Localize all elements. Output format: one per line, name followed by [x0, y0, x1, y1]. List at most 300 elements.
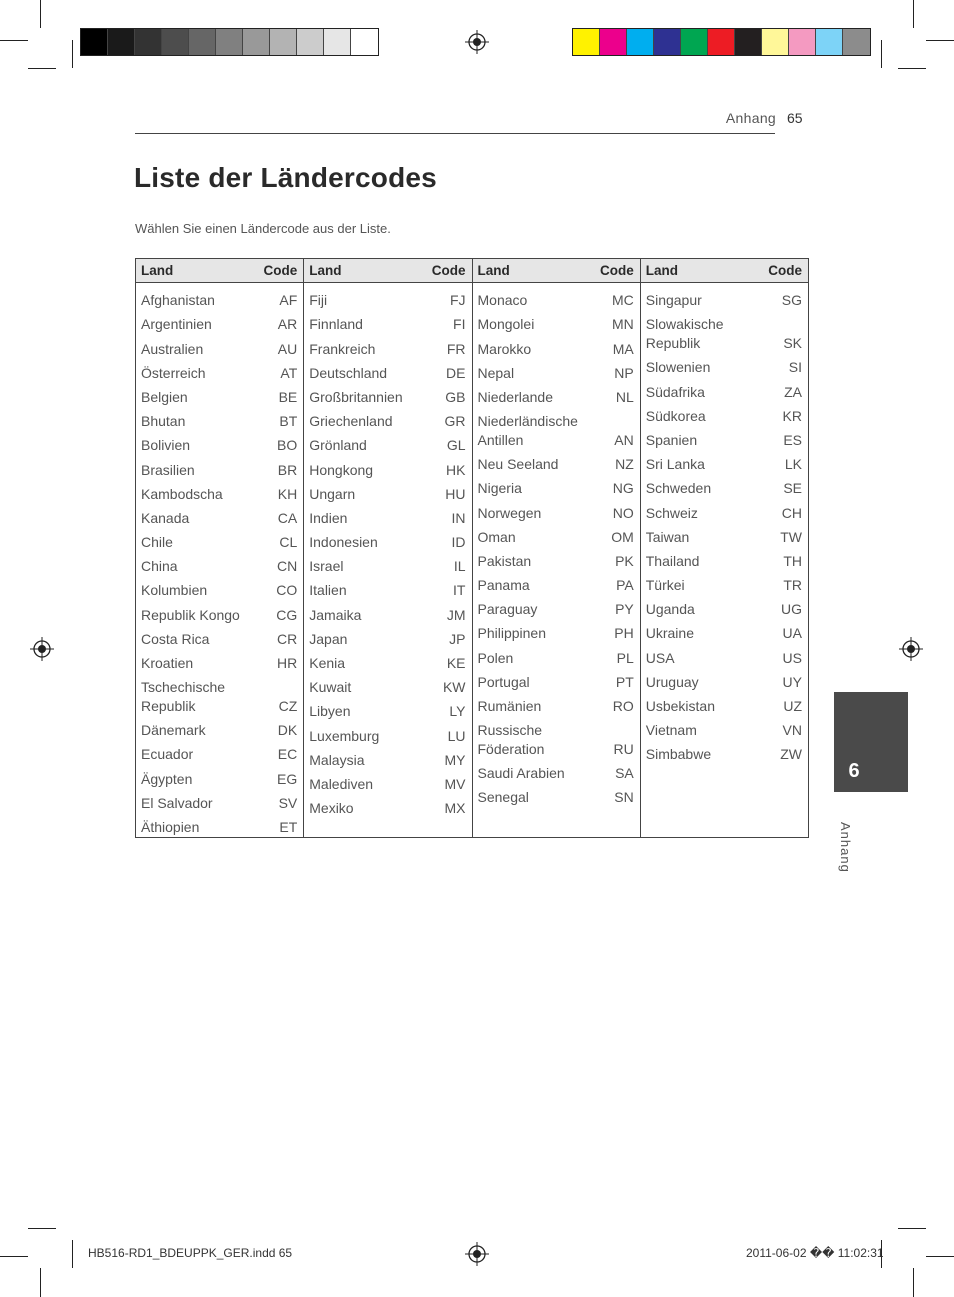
country-name: Oman [477, 528, 516, 545]
color-swatch [654, 29, 681, 55]
country-name: Ägypten [141, 770, 193, 787]
table-row [309, 334, 465, 358]
page-subtitle: Wählen Sie einen Ländercode aus der Liste. [135, 221, 391, 236]
table-row [478, 619, 634, 643]
registration-mark-icon [465, 30, 489, 54]
table-row [309, 552, 465, 576]
footer-timestamp: 2011-06-02 �� 11:02:31 [746, 1246, 884, 1260]
table-row [309, 673, 465, 697]
color-swatch [600, 29, 627, 55]
country-name: Norwegen [477, 504, 542, 521]
table-row [478, 692, 634, 716]
country-code: AR [277, 316, 298, 333]
country-name: Vietnam [645, 722, 697, 739]
registration-mark-icon [465, 1242, 489, 1266]
country-code: CZ [278, 698, 298, 714]
country-code: TW [780, 528, 802, 545]
table-row [141, 673, 297, 716]
country-name: Uruguay [645, 673, 699, 690]
table-row [309, 576, 465, 600]
country-code: PT [615, 673, 634, 690]
color-swatch [108, 29, 135, 55]
table-row [141, 600, 297, 624]
table-row [309, 383, 465, 407]
country-name: Tschechische Republik [141, 679, 226, 714]
country-code: RO [612, 698, 634, 714]
table-row [309, 697, 465, 721]
header-land: Land [645, 263, 678, 278]
header-section-title: Anhang [725, 110, 776, 126]
country-name: Südkorea [645, 407, 706, 424]
country-code: KH [277, 485, 298, 502]
chapter-number: 6 [848, 760, 860, 782]
country-name: Brasilien [141, 461, 195, 478]
country-code: NG [612, 480, 634, 497]
country-code: LK [784, 456, 802, 473]
country-name: Portugal [477, 673, 530, 690]
country-code: NP [614, 364, 634, 381]
color-swatch [270, 29, 297, 55]
header-land: Land [477, 263, 510, 278]
table-row [141, 528, 297, 552]
table-row [478, 383, 634, 407]
table-row [309, 528, 465, 552]
country-name: Nepal [477, 364, 515, 381]
table-row [478, 359, 634, 383]
grayscale-calibration-bar [80, 28, 379, 56]
color-swatch [681, 29, 708, 55]
country-name: Türkei [645, 577, 685, 594]
country-code: NZ [615, 456, 634, 473]
country-code: CG [276, 606, 298, 623]
color-swatch [324, 29, 351, 55]
table-row [309, 310, 465, 334]
crop-mark [0, 40, 28, 41]
table-header [304, 259, 471, 283]
table-row [141, 764, 297, 788]
country-name: Österreich [141, 364, 206, 381]
color-calibration-bar [572, 28, 871, 56]
color-swatch [135, 29, 162, 55]
header-land: Land [141, 263, 174, 278]
table-row [478, 310, 634, 334]
country-name: Kolumbien [141, 582, 208, 599]
country-code: UY [782, 673, 802, 690]
table-row [141, 649, 297, 673]
country-code: TR [783, 577, 802, 594]
country-name: Mongolei [477, 316, 535, 333]
country-name: Israel [309, 558, 344, 575]
country-name: Argentinien [141, 316, 212, 333]
table-row [646, 377, 802, 401]
country-name: Finnland [309, 316, 363, 333]
country-name: Dänemark [141, 722, 206, 739]
color-swatch [843, 29, 870, 55]
country-name: Senegal [477, 789, 529, 806]
country-name: Slowenien [645, 359, 711, 376]
country-code-table [135, 258, 809, 838]
color-swatch [789, 29, 816, 55]
table-row [646, 498, 802, 522]
country-code: CL [279, 534, 298, 551]
table-column-body [641, 283, 808, 764]
table-row [309, 455, 465, 479]
country-name: Großbritannien [309, 388, 403, 405]
country-name: Russische Föderation [477, 722, 545, 757]
table-column-body [473, 283, 640, 807]
country-code: FR [446, 340, 466, 357]
country-code: BE [278, 388, 298, 405]
table-row [309, 721, 465, 745]
country-code: IT [453, 582, 466, 599]
country-name: Slowakische Republik [645, 316, 724, 352]
table-row [478, 595, 634, 619]
country-name: Taiwan [645, 528, 690, 545]
table-row [478, 571, 634, 595]
crop-mark [72, 1240, 73, 1268]
country-code: NL [615, 388, 634, 405]
country-name: Bhutan [141, 413, 186, 430]
crop-mark [28, 1228, 56, 1229]
country-name: Neu Seeland [477, 456, 559, 473]
country-code: HU [445, 485, 466, 502]
country-name: Niederlande [477, 388, 553, 405]
table-row [478, 716, 634, 759]
country-code: UA [782, 625, 802, 642]
page-title: Liste der Ländercodes [134, 162, 437, 193]
country-code: AN [614, 431, 634, 448]
table-row [478, 759, 634, 783]
table-row [646, 619, 802, 643]
header-code: Code [263, 263, 298, 278]
crop-mark [881, 40, 882, 68]
country-name: Polen [477, 649, 514, 666]
table-row [309, 431, 465, 455]
country-code: OM [611, 528, 634, 545]
country-name: Ukraine [645, 625, 694, 642]
table-row [478, 523, 634, 547]
country-code: CA [277, 509, 298, 526]
country-code: ZA [784, 383, 802, 400]
crop-mark [913, 1268, 914, 1297]
table-row [141, 286, 297, 310]
country-name: Indien [309, 509, 348, 526]
crop-mark [913, 0, 914, 28]
country-code: PA [616, 577, 634, 594]
country-name: Kanada [141, 509, 190, 526]
country-name: Schweiz [645, 504, 698, 521]
registration-mark-icon [30, 637, 54, 661]
country-name: Simbabwe [645, 746, 712, 763]
table-row [141, 359, 297, 383]
country-code: CH [781, 504, 802, 521]
country-code: TH [783, 552, 802, 569]
table-row [646, 353, 802, 377]
page-number: 65 [787, 110, 803, 126]
table-header [473, 259, 640, 283]
country-name: Marokko [477, 340, 532, 357]
table-row [309, 794, 465, 818]
country-name: Spanien [645, 431, 698, 448]
table-row [646, 740, 802, 764]
country-code: SI [788, 359, 802, 376]
table-row [309, 480, 465, 504]
country-code: DE [446, 364, 466, 381]
country-name: Italien [309, 582, 347, 599]
country-name: Panama [477, 577, 530, 594]
country-code: AF [279, 292, 298, 309]
country-name: Kroatien [141, 655, 194, 671]
country-code: KE [446, 655, 466, 671]
table-row [478, 547, 634, 571]
color-swatch [297, 29, 324, 55]
country-code: CO [276, 582, 298, 599]
table-row [646, 310, 802, 353]
country-name: Äthiopien [141, 818, 200, 835]
table-row [646, 595, 802, 619]
country-name: Sri Lanka [645, 456, 705, 473]
header-divider [135, 133, 775, 134]
country-code: ID [451, 534, 466, 551]
header-land: Land [309, 263, 342, 278]
country-name: Pakistan [477, 552, 532, 569]
country-code: FI [453, 316, 466, 333]
color-swatch [762, 29, 789, 55]
footer-file: HB516-RD1_BDEUPPK_GER.indd 65 [88, 1246, 293, 1260]
country-code: US [782, 649, 802, 666]
country-code: UG [781, 601, 802, 618]
crop-mark [0, 1256, 28, 1257]
country-code: CN [277, 558, 298, 575]
country-name: Australien [141, 340, 204, 357]
header-code: Code [431, 263, 466, 278]
country-code: LY [449, 703, 466, 720]
header-code: Code [768, 263, 802, 278]
country-code: HK [446, 461, 466, 478]
table-row [309, 625, 465, 649]
table-row [478, 286, 634, 310]
country-name: Nigeria [477, 480, 522, 497]
country-name: Kenia [309, 655, 346, 671]
country-name: Libyen [309, 703, 351, 720]
country-name: Republik Kongo [141, 606, 240, 623]
country-code: PH [614, 625, 634, 642]
table-row [141, 789, 297, 813]
country-name: Afghanistan [141, 292, 215, 309]
country-code: MC [611, 292, 634, 309]
country-code: PY [615, 601, 634, 618]
table-row [646, 668, 802, 692]
table-row [141, 740, 297, 764]
country-code: AU [277, 340, 298, 357]
crop-mark [898, 1228, 926, 1229]
table-row [478, 450, 634, 474]
table-row [141, 625, 297, 649]
country-code: SG [781, 292, 802, 309]
country-code: ES [783, 431, 802, 448]
country-code: MN [611, 316, 634, 333]
country-name: Indonesien [309, 534, 378, 551]
table-column [136, 259, 304, 837]
country-code: JM [446, 606, 466, 623]
country-name: Mexiko [309, 800, 354, 817]
country-code: NO [612, 504, 634, 521]
country-code: GL [446, 437, 466, 454]
crop-mark [926, 1256, 954, 1257]
table-row [309, 746, 465, 770]
table-column-body [136, 283, 303, 837]
country-name: Saudi Arabien [477, 765, 565, 782]
table-row [646, 547, 802, 571]
country-name: USA [645, 649, 675, 666]
country-code: IN [451, 509, 466, 526]
country-code: SE [783, 480, 802, 497]
country-code: RU [613, 741, 634, 757]
country-code: EG [277, 770, 298, 787]
country-name: Grönland [309, 437, 367, 454]
table-row [309, 600, 465, 624]
country-name: Frankreich [309, 340, 376, 357]
country-code: VN [782, 722, 802, 739]
country-name: Belgien [141, 388, 188, 405]
crop-mark [72, 40, 73, 68]
color-swatch [735, 29, 762, 55]
country-name: Hongkong [309, 461, 374, 478]
table-row [309, 407, 465, 431]
table-row [646, 692, 802, 716]
registration-mark-icon [899, 637, 923, 661]
crop-mark [40, 0, 41, 28]
country-name: China [141, 558, 178, 575]
country-name: Rumänien [477, 698, 542, 714]
country-code: BT [279, 413, 298, 430]
table-header [641, 259, 808, 283]
color-swatch [243, 29, 270, 55]
table-row [309, 359, 465, 383]
table-row [646, 643, 802, 667]
country-name: Malaysia [309, 751, 365, 768]
table-row [646, 286, 802, 310]
country-name: Paraguay [477, 601, 538, 618]
country-name: Ecuador [141, 746, 194, 763]
country-code: FJ [449, 292, 466, 309]
table-row [646, 716, 802, 740]
table-row [478, 474, 634, 498]
country-name: Niederländische Antillen [477, 412, 578, 448]
crop-mark [926, 40, 954, 41]
table-row [646, 474, 802, 498]
country-code: ET [279, 818, 298, 835]
country-code: MX [444, 800, 466, 817]
color-swatch [573, 29, 600, 55]
country-code: JP [449, 630, 466, 647]
country-name: Uganda [645, 601, 695, 618]
country-code: DK [277, 722, 298, 739]
table-row [309, 649, 465, 673]
country-code: KR [782, 407, 802, 424]
color-swatch [351, 29, 378, 55]
country-code: MV [444, 775, 466, 792]
crop-mark [28, 68, 56, 69]
table-row [309, 770, 465, 794]
table-row [141, 383, 297, 407]
table-row [141, 716, 297, 740]
country-name: El Salvador [141, 794, 213, 811]
table-row [646, 402, 802, 426]
table-row [309, 286, 465, 310]
table-row [141, 813, 297, 837]
table-row [141, 480, 297, 504]
table-row [141, 431, 297, 455]
country-name: Griechenland [309, 413, 393, 430]
country-code: AT [280, 364, 298, 381]
color-swatch [189, 29, 216, 55]
country-code: PL [616, 649, 634, 666]
country-name: Deutschland [309, 364, 388, 381]
country-code: SV [278, 794, 298, 811]
country-code: EC [277, 746, 298, 763]
country-code: IL [453, 558, 466, 575]
table-row [141, 455, 297, 479]
country-code: GB [445, 388, 466, 405]
table-row [478, 334, 634, 358]
color-swatch [216, 29, 243, 55]
table-row [646, 426, 802, 450]
chapter-label: Anhang [838, 822, 853, 873]
country-code: MA [612, 340, 634, 357]
table-row [478, 668, 634, 692]
table-column [304, 259, 472, 837]
table-row [646, 523, 802, 547]
table-row [141, 310, 297, 334]
country-name: Thailand [645, 552, 700, 569]
table-row [646, 571, 802, 595]
country-code: HR [277, 655, 298, 671]
country-code: MY [444, 751, 466, 768]
country-code: SA [615, 765, 634, 782]
country-name: Südafrika [645, 383, 705, 400]
table-row [141, 576, 297, 600]
country-name: Monaco [477, 292, 528, 309]
color-swatch [81, 29, 108, 55]
table-column-body [304, 283, 471, 818]
country-name: Luxemburg [309, 727, 380, 744]
table-row [478, 407, 634, 450]
country-name: Philippinen [477, 625, 546, 642]
country-code: UZ [783, 698, 802, 714]
crop-mark [40, 1268, 41, 1297]
table-row [141, 407, 297, 431]
country-name: Japan [309, 630, 348, 647]
country-name: Costa Rica [141, 630, 210, 647]
country-name: Ungarn [309, 485, 356, 502]
country-code: ZW [780, 746, 802, 763]
country-code: CR [277, 630, 298, 647]
color-swatch [816, 29, 843, 55]
table-row [478, 643, 634, 667]
country-name: Bolivien [141, 437, 191, 454]
country-code: SK [783, 335, 802, 352]
country-name: Kuwait [309, 679, 352, 696]
country-code: KW [442, 679, 466, 696]
country-code: PK [615, 552, 634, 569]
table-row [141, 504, 297, 528]
country-code: SN [614, 789, 634, 806]
country-name: Schweden [645, 480, 712, 497]
country-code: BR [277, 461, 298, 478]
table-row [478, 498, 634, 522]
country-name: Chile [141, 534, 173, 551]
